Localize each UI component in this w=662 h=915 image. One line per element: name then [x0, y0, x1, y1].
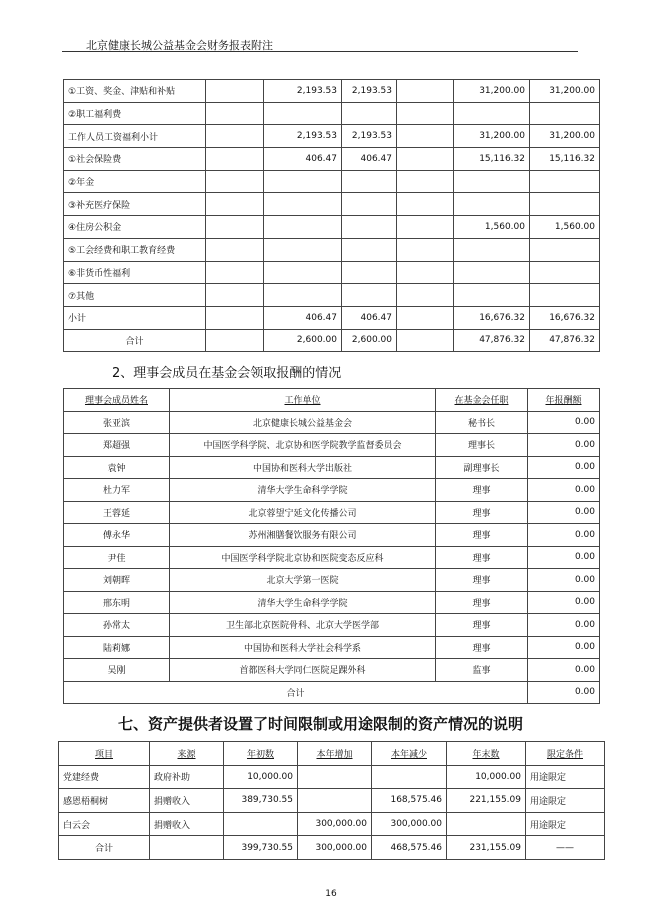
- asset-increase: [298, 789, 372, 813]
- table-row: [64, 479, 600, 502]
- asset-begin: 10,000.00: [224, 765, 298, 789]
- table-row: [64, 411, 600, 434]
- amount-cell: [206, 238, 264, 261]
- member-unit: 中国医学科学院、北京协和医学院教学监督委员会: [170, 434, 436, 457]
- amount-cell: [530, 284, 600, 307]
- asset-decrease: 168,575.46: [372, 789, 447, 813]
- member-role: 副理事长: [436, 456, 528, 479]
- member-name: 刘朝晖: [64, 569, 170, 592]
- amount-cell: [397, 216, 454, 239]
- member-pay: 0.00: [528, 614, 600, 637]
- member-role: 理事: [436, 479, 528, 502]
- amount-cell: [264, 216, 342, 239]
- amount-cell: 2,600.00: [264, 329, 342, 352]
- row-label: ⑤工会经费和职工教育经费: [64, 238, 206, 261]
- asset-source: [150, 836, 224, 860]
- row-label: 合计: [64, 329, 206, 352]
- total-pay: 0.00: [528, 681, 600, 704]
- column-header: 理事会成员姓名: [64, 389, 170, 412]
- amount-cell: 2,193.53: [264, 125, 342, 148]
- member-role: 监事: [436, 659, 528, 682]
- asset-decrease: 300,000.00: [372, 812, 447, 836]
- member-name: 杜力军: [64, 479, 170, 502]
- row-label: 工作人员工资福利小计: [64, 125, 206, 148]
- amount-cell: 1,560.00: [530, 216, 600, 239]
- amount-cell: 47,876.32: [454, 329, 530, 352]
- amount-cell: [206, 261, 264, 284]
- board-section-heading: 2、理事会成员在基金会领取报酬的情况: [112, 366, 342, 381]
- amount-cell: [206, 148, 264, 171]
- member-unit: 北京健康长城公益基金会: [170, 411, 436, 434]
- amount-cell: [530, 238, 600, 261]
- amount-cell: [342, 193, 397, 216]
- row-label: ④住房公积金: [64, 216, 206, 239]
- member-name: 吴刚: [64, 659, 170, 682]
- member-role: 理事: [436, 524, 528, 547]
- amount-cell: [397, 329, 454, 352]
- table-row: [64, 329, 600, 352]
- table-row: [64, 306, 600, 329]
- member-role: 理事: [436, 546, 528, 569]
- amount-cell: 16,676.32: [454, 306, 530, 329]
- amount-cell: [206, 329, 264, 352]
- member-pay: 0.00: [528, 456, 600, 479]
- amount-cell: [397, 125, 454, 148]
- table-row: [64, 524, 600, 547]
- asset-item: 白云会: [59, 812, 150, 836]
- salary-benefits-table: [63, 79, 600, 352]
- amount-cell: [342, 216, 397, 239]
- page-number: 16: [325, 889, 337, 899]
- amount-cell: 2,600.00: [342, 329, 397, 352]
- document-header-title: 北京健康长城公益基金会财务报表附注: [86, 39, 273, 52]
- asset-increase: 300,000.00: [298, 836, 372, 860]
- member-unit: 首都医科大学同仁医院足踝外科: [170, 659, 436, 682]
- amount-cell: [397, 284, 454, 307]
- amount-cell: [454, 284, 530, 307]
- amount-cell: 15,116.32: [454, 148, 530, 171]
- table-row: [59, 836, 605, 860]
- amount-cell: [264, 102, 342, 125]
- table-row: [64, 456, 600, 479]
- row-label: ②年金: [64, 170, 206, 193]
- amount-cell: 406.47: [264, 148, 342, 171]
- amount-cell: [264, 238, 342, 261]
- asset-end: [447, 812, 526, 836]
- member-name: 尹佳: [64, 546, 170, 569]
- member-pay: 0.00: [528, 636, 600, 659]
- member-role: 秘书长: [436, 411, 528, 434]
- asset-begin: 399,730.55: [224, 836, 298, 860]
- asset-end: 10,000.00: [447, 765, 526, 789]
- member-unit: 北京大学第一医院: [170, 569, 436, 592]
- member-unit: 中国医学科学院北京协和医院变态反应科: [170, 546, 436, 569]
- amount-cell: [206, 102, 264, 125]
- table-header-row: [59, 742, 605, 766]
- restricted-assets-heading: 七、资产提供者设置了时间限制或用途限制的资产情况的说明: [118, 715, 524, 733]
- amount-cell: [264, 170, 342, 193]
- amount-cell: [206, 80, 264, 103]
- asset-begin: [224, 812, 298, 836]
- amount-cell: [454, 193, 530, 216]
- amount-cell: 31,200.00: [530, 80, 600, 103]
- member-unit: 苏州湘膳餐饮服务有限公司: [170, 524, 436, 547]
- member-name: 傅永华: [64, 524, 170, 547]
- table-row: [64, 434, 600, 457]
- table-row: [64, 193, 600, 216]
- member-role: 理事: [436, 614, 528, 637]
- member-unit: 北京蓉望宁延文化传播公司: [170, 501, 436, 524]
- amount-cell: [454, 170, 530, 193]
- asset-condition: 用途限定: [526, 765, 605, 789]
- member-unit: 清华大学生命科学学院: [170, 479, 436, 502]
- amount-cell: [397, 80, 454, 103]
- amount-cell: [397, 102, 454, 125]
- amount-cell: [264, 261, 342, 284]
- member-pay: 0.00: [528, 411, 600, 434]
- total-label: 合计: [64, 681, 528, 704]
- amount-cell: [397, 261, 454, 284]
- amount-cell: [397, 238, 454, 261]
- row-label: ③补充医疗保险: [64, 193, 206, 216]
- table-row: [64, 659, 600, 682]
- table-row: [64, 125, 600, 148]
- amount-cell: 2,193.53: [342, 125, 397, 148]
- asset-increase: 300,000.00: [298, 812, 372, 836]
- amount-cell: [342, 284, 397, 307]
- table-header-row: [64, 389, 600, 412]
- member-pay: 0.00: [528, 659, 600, 682]
- row-label: ⑦其他: [64, 284, 206, 307]
- amount-cell: [206, 284, 264, 307]
- table-row: [64, 261, 600, 284]
- asset-source: 捐赠收入: [150, 789, 224, 813]
- row-label: ①工资、奖金、津贴和补贴: [64, 80, 206, 103]
- asset-condition: 用途限定: [526, 789, 605, 813]
- table-row: [64, 636, 600, 659]
- member-pay: 0.00: [528, 546, 600, 569]
- amount-cell: 406.47: [342, 148, 397, 171]
- row-label: ①社会保险费: [64, 148, 206, 171]
- column-header: 年末数: [447, 742, 526, 766]
- amount-cell: [342, 102, 397, 125]
- table-row: [64, 591, 600, 614]
- amount-cell: 47,876.32: [530, 329, 600, 352]
- member-name: 王蓉延: [64, 501, 170, 524]
- amount-cell: [530, 102, 600, 125]
- member-role: 理事: [436, 501, 528, 524]
- amount-cell: [454, 102, 530, 125]
- table-row: [59, 812, 605, 836]
- amount-cell: [454, 238, 530, 261]
- member-unit: 中国协和医科大学出版社: [170, 456, 436, 479]
- amount-cell: [530, 193, 600, 216]
- member-name: 张亚滨: [64, 411, 170, 434]
- asset-item: 合计: [59, 836, 150, 860]
- table-row: [64, 614, 600, 637]
- column-header: 在基金会任职: [436, 389, 528, 412]
- member-name: 郑超强: [64, 434, 170, 457]
- amount-cell: 2,193.53: [342, 80, 397, 103]
- table-row: [64, 546, 600, 569]
- amount-cell: [206, 306, 264, 329]
- restricted-assets-table: [58, 741, 605, 860]
- column-header: 年初数: [224, 742, 298, 766]
- amount-cell: [454, 261, 530, 284]
- amount-cell: 406.47: [264, 306, 342, 329]
- asset-end: 221,155.09: [447, 789, 526, 813]
- board-members-table: [63, 388, 600, 704]
- asset-condition: 用途限定: [526, 812, 605, 836]
- table-total-row: [64, 681, 600, 704]
- amount-cell: [397, 170, 454, 193]
- column-header: 项目: [59, 742, 150, 766]
- table-row: [64, 80, 600, 103]
- column-header: 来源: [150, 742, 224, 766]
- asset-item: 感恩梧桐树: [59, 789, 150, 813]
- table-row: [64, 148, 600, 171]
- asset-decrease: 468,575.46: [372, 836, 447, 860]
- member-name: 袁钟: [64, 456, 170, 479]
- table-row: [59, 765, 605, 789]
- amount-cell: [264, 193, 342, 216]
- member-name: 邢东明: [64, 591, 170, 614]
- amount-cell: [206, 216, 264, 239]
- asset-condition: ——: [526, 836, 605, 860]
- asset-decrease: [372, 765, 447, 789]
- amount-cell: [206, 170, 264, 193]
- asset-item: 党建经费: [59, 765, 150, 789]
- asset-source: 政府补助: [150, 765, 224, 789]
- asset-end: 231,155.09: [447, 836, 526, 860]
- member-name: 陆莉娜: [64, 636, 170, 659]
- table-row: [59, 789, 605, 813]
- member-unit: 清华大学生命科学学院: [170, 591, 436, 614]
- row-label: 小计: [64, 306, 206, 329]
- member-pay: 0.00: [528, 524, 600, 547]
- member-pay: 0.00: [528, 591, 600, 614]
- member-role: 理事: [436, 569, 528, 592]
- amount-cell: [206, 125, 264, 148]
- header-rule: [62, 51, 578, 52]
- amount-cell: 15,116.32: [530, 148, 600, 171]
- member-role: 理事: [436, 591, 528, 614]
- asset-increase: [298, 765, 372, 789]
- table-row: [64, 238, 600, 261]
- amount-cell: 31,200.00: [454, 80, 530, 103]
- table-row: [64, 170, 600, 193]
- member-unit: 卫生部北京医院骨科、北京大学医学部: [170, 614, 436, 637]
- amount-cell: 1,560.00: [454, 216, 530, 239]
- column-header: 限定条件: [526, 742, 605, 766]
- row-label: ②职工福利费: [64, 102, 206, 125]
- asset-begin: 389,730.55: [224, 789, 298, 813]
- member-name: 孙常太: [64, 614, 170, 637]
- member-pay: 0.00: [528, 434, 600, 457]
- asset-source: 捐赠收入: [150, 812, 224, 836]
- amount-cell: 16,676.32: [530, 306, 600, 329]
- member-pay: 0.00: [528, 501, 600, 524]
- column-header: 工作单位: [170, 389, 436, 412]
- member-pay: 0.00: [528, 569, 600, 592]
- table-row: [64, 569, 600, 592]
- amount-cell: [530, 170, 600, 193]
- amount-cell: [264, 284, 342, 307]
- row-label: ⑥非货币性福利: [64, 261, 206, 284]
- amount-cell: [342, 170, 397, 193]
- column-header: 本年减少: [372, 742, 447, 766]
- member-role: 理事长: [436, 434, 528, 457]
- column-header: 年报酬额: [528, 389, 600, 412]
- amount-cell: [342, 261, 397, 284]
- table-row: [64, 216, 600, 239]
- amount-cell: [530, 261, 600, 284]
- table-row: [64, 501, 600, 524]
- amount-cell: 406.47: [342, 306, 397, 329]
- table-row: [64, 102, 600, 125]
- member-unit: 中国协和医科大学社会科学系: [170, 636, 436, 659]
- column-header: 本年增加: [298, 742, 372, 766]
- table-row: [64, 284, 600, 307]
- amount-cell: 31,200.00: [530, 125, 600, 148]
- amount-cell: [342, 238, 397, 261]
- amount-cell: [397, 193, 454, 216]
- amount-cell: [397, 148, 454, 171]
- member-pay: 0.00: [528, 479, 600, 502]
- amount-cell: [397, 306, 454, 329]
- member-role: 理事: [436, 636, 528, 659]
- amount-cell: 31,200.00: [454, 125, 530, 148]
- amount-cell: [206, 193, 264, 216]
- amount-cell: 2,193.53: [264, 80, 342, 103]
